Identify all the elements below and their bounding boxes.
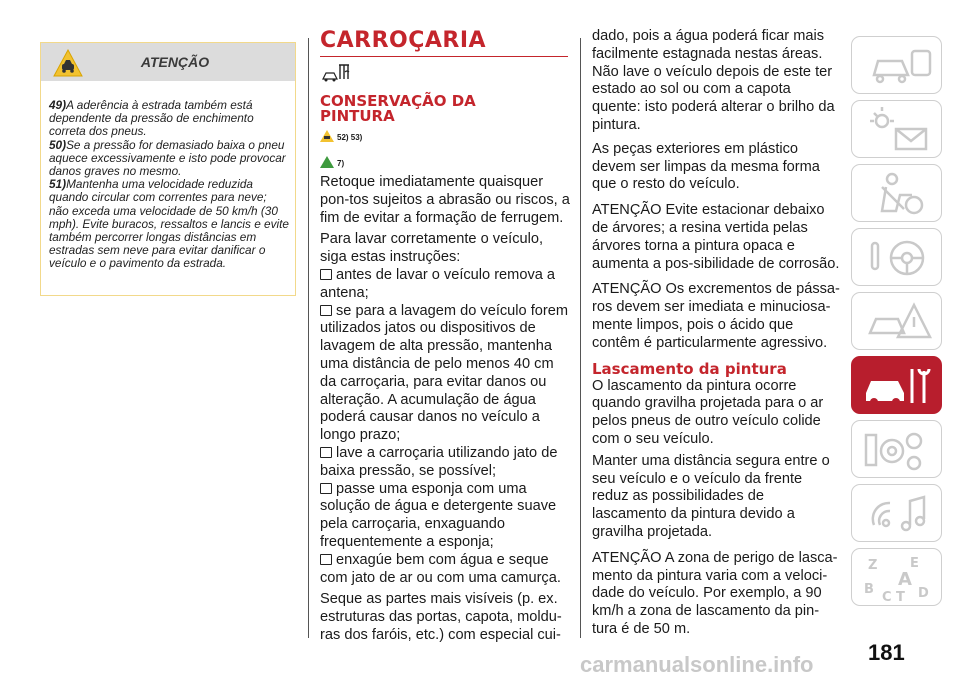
paragraph: Seque as partes mais visíveis (p. ex. estruturas das portas, capota, moldu-ras dos faróis, etc.) com especial cui- xyxy=(320,591,562,643)
checkbox-bullet-icon xyxy=(320,447,332,458)
paragraph: Retoque imediatamente quaisquer pon-tos sujeitos a abrasão ou riscos, a fim de evitar a formação de ferrugem. xyxy=(320,174,570,226)
svg-text:D: D xyxy=(918,586,929,601)
warning-item-49: 49)A aderência à estrada também está dependente da pressão de enchimento correta dos pneus. xyxy=(49,98,254,139)
column-body xyxy=(320,28,570,645)
warning-triangle-icon xyxy=(320,130,334,142)
subsection-title: Lascamento da pintura xyxy=(592,359,787,378)
warning-body xyxy=(41,81,295,271)
checkbox-bullet-icon xyxy=(320,554,332,565)
checkbox-bullet-icon xyxy=(320,269,332,280)
tab-multimedia[interactable] xyxy=(851,484,942,542)
warning-item-50: 50)Se a pressão for demasiado baixa o pneu aquece excessivamente e isto pode provocar danos graves no mesmo. xyxy=(49,137,286,179)
warning-box xyxy=(40,42,296,296)
steering-key-icon xyxy=(852,229,943,287)
paragraph: ATENÇÃO A zona de perigo de lasca-mento da pintura varia com a veloci-dade do veículo. Por exemplo, a 90 km/h a zona de lascamento da pin-tura é de 50 m. xyxy=(592,549,838,637)
paragraph: O lascamento da pintura ocorre quando gravilha projetada para o ar pelos pneus de outro veículo colide com o seu veículo. xyxy=(592,377,824,447)
list-item: antes de lavar o veículo remova a antena; xyxy=(320,266,556,301)
chapter-tabs xyxy=(851,36,942,612)
svg-text:T: T xyxy=(896,590,905,605)
list-item: lave a carroçaria utilizando jato de baixa pressão, se possível; xyxy=(320,444,558,479)
list-item: se para a lavagem do veículo forem utilizados jatos ou dispositivos de lavagem de alta pressão, mantenha uma distância de pelo menos 40 cm da carroçaria, para evitar danos ou alteração. A acumulação de água poderá causar danos no veículo a longo prazo; xyxy=(320,302,569,444)
svg-text:E: E xyxy=(910,556,919,571)
car-wrench-icon xyxy=(852,357,943,415)
checkbox-bullet-icon xyxy=(320,305,332,316)
svg-text:Z: Z xyxy=(868,558,878,573)
column-body xyxy=(592,28,842,639)
tab-getting-to-know[interactable] xyxy=(851,36,942,94)
watermark: carmanualsonline.info xyxy=(580,652,814,677)
alphabet-index-icon xyxy=(852,549,943,607)
list-item: passe uma esponja com uma solução de água e detergente suave pela carroçaria, enxaguando frequentemente a esponja; xyxy=(320,480,557,550)
svg-text:B: B xyxy=(864,582,874,597)
column-divider xyxy=(580,38,581,638)
music-signal-icon xyxy=(852,485,943,543)
warning-refs: 52) 53) xyxy=(320,124,570,142)
paragraph: Manter uma distância segura entre o seu veículo e o veículo da frente reduz as possibilidades de lascamento da pintura devido a gravilha projetada. xyxy=(592,452,830,540)
checkbox-bullet-icon xyxy=(320,483,332,494)
page-number: 181 xyxy=(868,640,905,665)
tab-emergency[interactable] xyxy=(851,292,942,350)
paragraph: ATENÇÃO Evite estacionar debaixo de árvores; a resina vertida pelas árvores torna a pintura opaca e aumenta a pos-sibilidade de corrosão. xyxy=(592,202,840,272)
environment-refs: 7) xyxy=(320,150,570,168)
paragraph: As peças exteriores em plástico devem ser limpas da mesma forma que o resto do veículo. xyxy=(592,140,820,193)
tab-technical-data[interactable] xyxy=(851,420,942,478)
gears-icon xyxy=(852,421,943,479)
tab-lights[interactable] xyxy=(851,100,942,158)
tab-starting-driving[interactable] xyxy=(851,228,942,286)
svg-text:A: A xyxy=(898,569,912,590)
list-item: enxagúe bem com água e seque com jato de ar ou com uma camurça. xyxy=(320,551,561,586)
column-divider xyxy=(308,38,309,638)
paragraph: Para lavar corretamente o veículo, siga estas instruções: xyxy=(320,231,544,266)
paragraph: dado, pois a água poderá ficar mais facilmente estagnada nestas áreas. Não lave o veículo depois de este ter estado ao sol ou com a capota quente: isto poderá alterar o brilho da pintura. xyxy=(592,28,835,133)
tab-servicing-care[interactable] xyxy=(851,356,942,414)
warning-item-51: 51)Mantenha uma velocidade reduzida quando circular com correntes para neve; não exceda uma velocidade de 50 km/h (30 mph). Evite buracos, ressaltos e lancis e evite também percorrer longas distâncias em estradas sem neve para evitar danificar o veículo e o pavimento da estrada. xyxy=(49,177,289,271)
car-wash-icon xyxy=(320,61,354,83)
warning-car-tab-icon xyxy=(852,293,943,351)
section-title: CARROÇARIA xyxy=(320,28,487,53)
tab-safety[interactable] xyxy=(851,164,942,222)
warning-header xyxy=(41,43,295,81)
subsection-title: CONSERVAÇÃO DA PINTURA xyxy=(320,92,476,125)
warning-title: ATENÇÃO xyxy=(140,54,210,70)
section-rule xyxy=(320,56,568,57)
paragraph: ATENÇÃO Os excrementos de pássa-ros devem ser imediata e minuciosa-mente limpos, pois o ácido que contêm é particularmente agressivo. xyxy=(592,281,840,351)
tab-index[interactable] xyxy=(851,548,942,606)
svg-text:C: C xyxy=(882,590,892,605)
seatbelt-icon xyxy=(852,165,943,223)
environment-leaf-icon xyxy=(320,156,334,168)
light-envelope-icon xyxy=(852,101,943,159)
car-dashboard-icon xyxy=(852,37,943,95)
